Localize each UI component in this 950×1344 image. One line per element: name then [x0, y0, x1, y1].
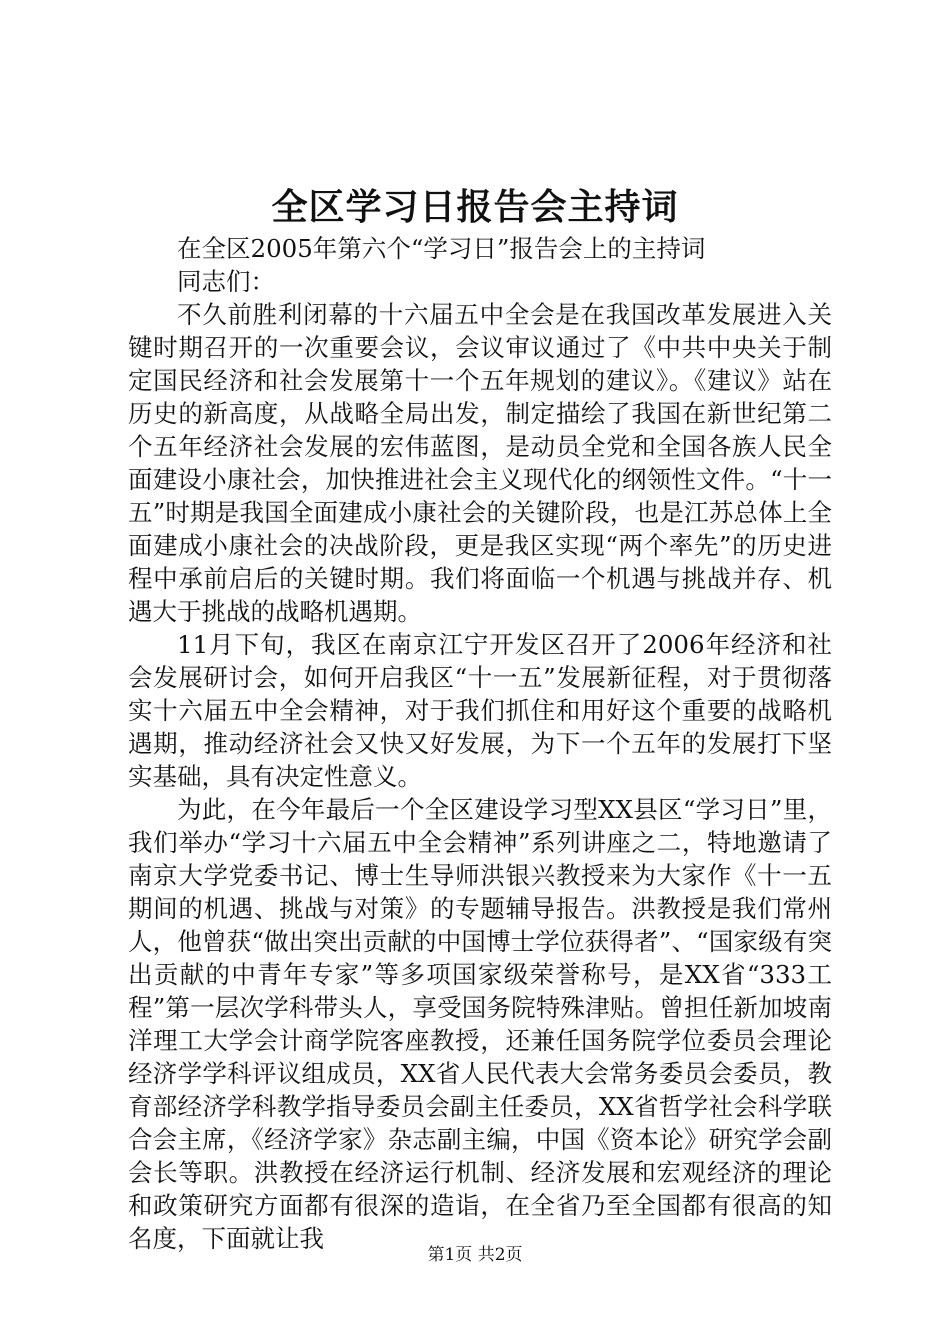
paragraph: 为此，在今年最后一个全区建设学习型XX县区“学习日”里，我们举办“学习十六届五中全会精神”系列讲座之二，特地邀请了南京大学党委书记、博士生导师洪银兴教授来为大家作《十一五期间的机遇、挑战与对策》的专题辅导报告。洪教授是我们常州人，他曾获“做出突出贡献的中国博士学位获得者”、“国家级有突出贡献的中青年专家”等多项国家级荣誉称号，是XX省“333工程”第一层次学科带头人，享受国务院特殊津贴。曾担任新加坡南洋理工大学会计商学院客座教授，还兼任国务院学位委员会理论经济学学科评议组成员，XX省人民代表大会常务委员会委员，教育部经济学科教学指导委员会副主任委员，XX省哲学社会科学联合会主席，《经济学家》杂志副主编，中国《资本论》研究学会副会长等职。洪教授在经济运行机制、经济发展和宏观经济的理论和政策研究方面都有很深的造诣，在全省乃至全国都有很高的知名度，下面就让我 [128, 795, 832, 1253]
paragraph: 11月下旬，我区在南京江宁开发区召开了2006年经济和社会发展研讨会，如何开启我区“十一五”发展新征程，对于贯彻落实十六届五中全会精神，对于我们抓住和用好这个重要的战略机遇期，推动经济社会又快又好发展，为下一个五年的发展打下坚实基础，具有决定性意义。 [128, 630, 832, 791]
document-body [128, 232, 832, 1255]
salutation: 同志们： [177, 267, 275, 296]
page-footer: 第1页 共2页 [427, 1245, 523, 1265]
paragraph: 不久前胜利闭幕的十六届五中全会是在我国改革发展进入关键时期召开的一次重要会议，会议审议通过了《中共中央关于制定国民经济和社会发展第十一个五年规划的建议》。《建议》站在历史的新高度，从战略全局出发，制定描绘了我国在新世纪第二个五年经济社会发展的宏伟蓝图，是动员全党和全国各族人民全面建设小康社会，加快推进社会主义现代化的纲领性文件。“十一五”时期是我国全面建成小康社会的关键阶段，也是江苏总体上全面建成小康社会的决战阶段，更是我区实现“两个率先”的历史进程中承前启后的关键时期。我们将面临一个机遇与挑战并存、机遇大于挑战的战略机遇期。 [128, 300, 832, 626]
subtitle-line: 在全区2005年第六个“学习日”报告会上的主持词 [177, 234, 706, 263]
document-title: 全区学习日报告会主持词 [271, 186, 679, 228]
